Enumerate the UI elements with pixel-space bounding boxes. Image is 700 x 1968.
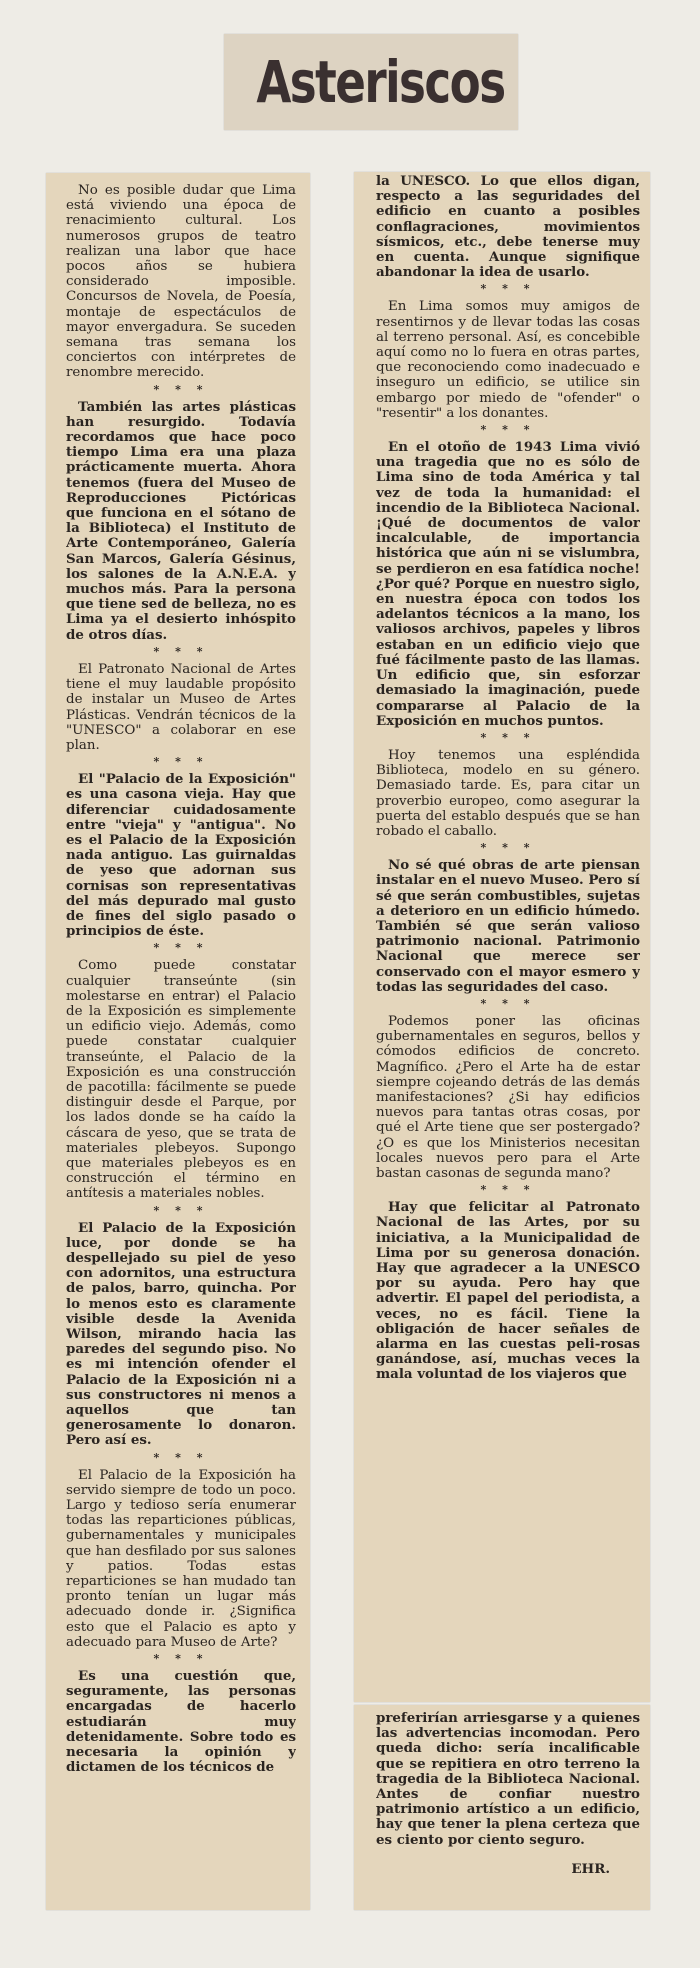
asterisk-separator: * * * xyxy=(480,282,536,296)
article-paragraph: No sé qué obras de arte piensan instalar en el nuevo Museo. Pero sí sé que serán combustibles, sujetas a deterioro en un edificio húmedo. También sé que serán valioso patrimonio nacional. Patrimonio Nacional que merece ser conservado con el mayor esmero y todas las seguridades del caso. xyxy=(376,857,640,995)
asterisk-separator: * * * xyxy=(153,1652,209,1666)
article-column-3 xyxy=(376,1711,640,1877)
asterisk-separator: * * * xyxy=(153,941,209,955)
article-paragraph: preferirían arriesgarse y a quienes las advertencias incomodan. Pero queda dicho: sería incalificable que se repitiera en otro terreno la tragedia de la Biblioteca Nacional. Antes de confiar nuestro patrimonio artístico a un edificio, hay que tener la plena certeza que es ciento por ciento seguro. xyxy=(376,1711,640,1848)
article-paragraph: Podemos poner las oficinas gubernamentales en seguros, bellos y cómodos edificios de concreto. Magnífico. ¿Pero el Arte ha de estar siempre cojeando detrás de las demás manifestaciones? ¿Si hay edificios nuevos para tantas otras cosas, por qué el Arte tiene que ser postergado? ¿O es que los Ministerios necesitan locales nuevos pero para el Arte bastan casonas de segunda mano? xyxy=(376,1013,640,1181)
article-paragraph: También las artes plásticas han resurgido. Todavía recordamos que hace poco tiempo Lima era una plaza prácticamente muerta. Ahora tenemos (fuera del Museo de Reproducciones Pictóricas que funciona en el sótano de la Biblioteca) el Instituto de Arte Contemporáneo, Galería San Marcos, Galería Gésinus, los salones de la A.N.E.A. y muchos más. Para la persona que tiene sed de belleza, no es Lima ya el desierto inhóspito de otros días. xyxy=(66,398,296,643)
page-title: Asteriscos xyxy=(256,48,505,116)
article-paragraph: la UNESCO. Lo que ellos digan, respecto a las seguridades del edificio en cuanto a posibles conflagraciones, movimientos sísmicos, etc., debe tenerse muy en cuenta. Aunque signifique abandonar la idea de usarlo. xyxy=(376,174,640,281)
asterisk-separator: * * * xyxy=(153,1203,209,1217)
column-clipping-3 xyxy=(354,1705,650,1910)
asterisk-separator: * * * xyxy=(153,644,209,658)
article-paragraph: El Patronato Nacional de Artes tiene el muy laudable propósito de instalar un Museo de Artes Plásticas. Vendrán técnicos de la "UNESCO" a colaborar en ese plan. xyxy=(66,661,296,753)
asterisk-separator: * * * xyxy=(153,755,209,769)
asterisk-separator: * * * xyxy=(480,1183,536,1197)
article-paragraph: Es una cuestión que, seguramente, las personas encargadas de hacerlo estudiarán muy detenidamente. Sobre todo es necesaria la opinión y dictamen de los técnicos de xyxy=(66,1668,296,1776)
article-paragraph: Hay que felicitar al Patronato Nacional de las Artes, por su iniciativa, a la Municipalidad de Lima por su generosa donación. Hay que agradecer a la UNESCO por su ayuda. Pero hay que advertir. El papel del periodista, a veces, no es fácil. Tiene la obligación de hacer señales de alarma en las cuestas peli-rosas ganándose, así, muchas veces la mala voluntad de los viajeros que xyxy=(376,1199,640,1383)
author-signature: EHR. xyxy=(571,1860,610,1877)
article-paragraph: El "Palacio de la Exposición" es una casona vieja. Hay que diferenciar cuidadosamente entre "vieja" y "antigua". No es el Palacio de la Exposición nada antiguo. Las guirnaldas de yeso que adornan sus cornisas son representativas del más depurado mal gusto de fines del siglo pasado o principios de éste. xyxy=(66,771,296,940)
asterisk-separator: * * * xyxy=(480,730,536,744)
asterisk-separator: * * * xyxy=(480,996,536,1010)
asterisk-separator: * * * xyxy=(480,423,536,437)
column-clipping-1 xyxy=(46,173,310,1910)
article-paragraph: En Lima somos muy amigos de resentirnos y de llevar todas las cosas al terreno personal. Así, es concebible aquí como no lo fuera en otras partes, que reconociendo como inadecuado e inseguro un edificio, se utilice sin embargo por miedo de "ofender" o "resentir" a los donantes. xyxy=(376,299,640,421)
article-column-1 xyxy=(66,183,296,1779)
article-paragraph: En el otoño de 1943 Lima vivió una tragedia que no es sólo de Lima sino de toda América y tal vez de toda la humanidad: el incendio de la Biblioteca Nacional. ¡Qué de documentos de valor incalculable, de importancia histórica que aún ni se vislumbra, se perdieron en esa fatídica noche! ¿Por qué? Porque en nuestro siglo, en nuestra época con todos los adelantos técnicos a la mano, los valiosos archivos, papeles y libros estaban en un edificio viejo que fué fácilmente pasto de las llamas. Un edificio que, sin esforzar demasiado la imaginación, puede compararse al Palacio de la Exposición en muchos puntos. xyxy=(376,439,640,729)
article-paragraph: Hoy tenemos una espléndida Biblioteca, modelo en su género. Demasiado tarde. Es, para citar un proverbio europeo, como asegurar la puerta del establo después que se han robado el caballo. xyxy=(376,747,640,839)
article-paragraph: El Palacio de la Exposición ha servido siempre de todo un poco. Largo y tedioso sería enumerar todas las reparticiones públicas, gubernamentales y municipales que han desfilado por sus salones y patios. Todas estas reparticiones se han mudado tan pronto tenían un lugar más adecuado donde ir. ¿Significa esto que el Palacio es apto y adecuado para Museo de Arte? xyxy=(66,1467,296,1650)
article-paragraph: El Palacio de la Exposición luce, por donde se ha despellejado su piel de yeso con adornitos, una estructura de palos, barro, quincha. Por lo menos esto es claramente visible desde la Avenida Wilson, mirando hacia las paredes del segundo piso. No es mi intención ofender el Palacio de la Exposición ni a sus constructores ni menos a aquellos que tan generosamente lo donaron. Pero así es. xyxy=(66,1219,296,1449)
asterisk-separator: * * * xyxy=(480,841,536,855)
article-paragraph: No es posible dudar que Lima está viviendo una época de renacimiento cultural. Los numerosos grupos de teatro realizan una labor que hace pocos años se hubiera considerado imposible. Concursos de Novela, de Poesía, montaje de espectáculos de mayor envergadura. Se suceden semana tras semana los conciertos con intérpretes de renombre merecido. xyxy=(66,183,296,381)
article-paragraph: Como puede constatar cualquier transeúnte (sin molestarse en entrar) el Palacio de la Exposición es simplemente un edificio viejo. Además, como puede constatar cualquier transeúnte, el Palacio de la Exposición es una construcción de pacotilla: fácilmente se puede distinguir desde el Parque, por los lados donde se ha caído la cáscara de yeso, que se trata de materiales plebeyos. Supongo que materiales plebeyos es en construcción el término en antítesis a materiales nobles. xyxy=(66,958,296,1202)
article-column-2 xyxy=(376,174,640,1386)
asterisk-separator: * * * xyxy=(153,1450,209,1464)
title-clipping xyxy=(224,34,518,130)
column-clipping-2 xyxy=(354,172,650,1702)
asterisk-separator: * * * xyxy=(153,382,209,396)
